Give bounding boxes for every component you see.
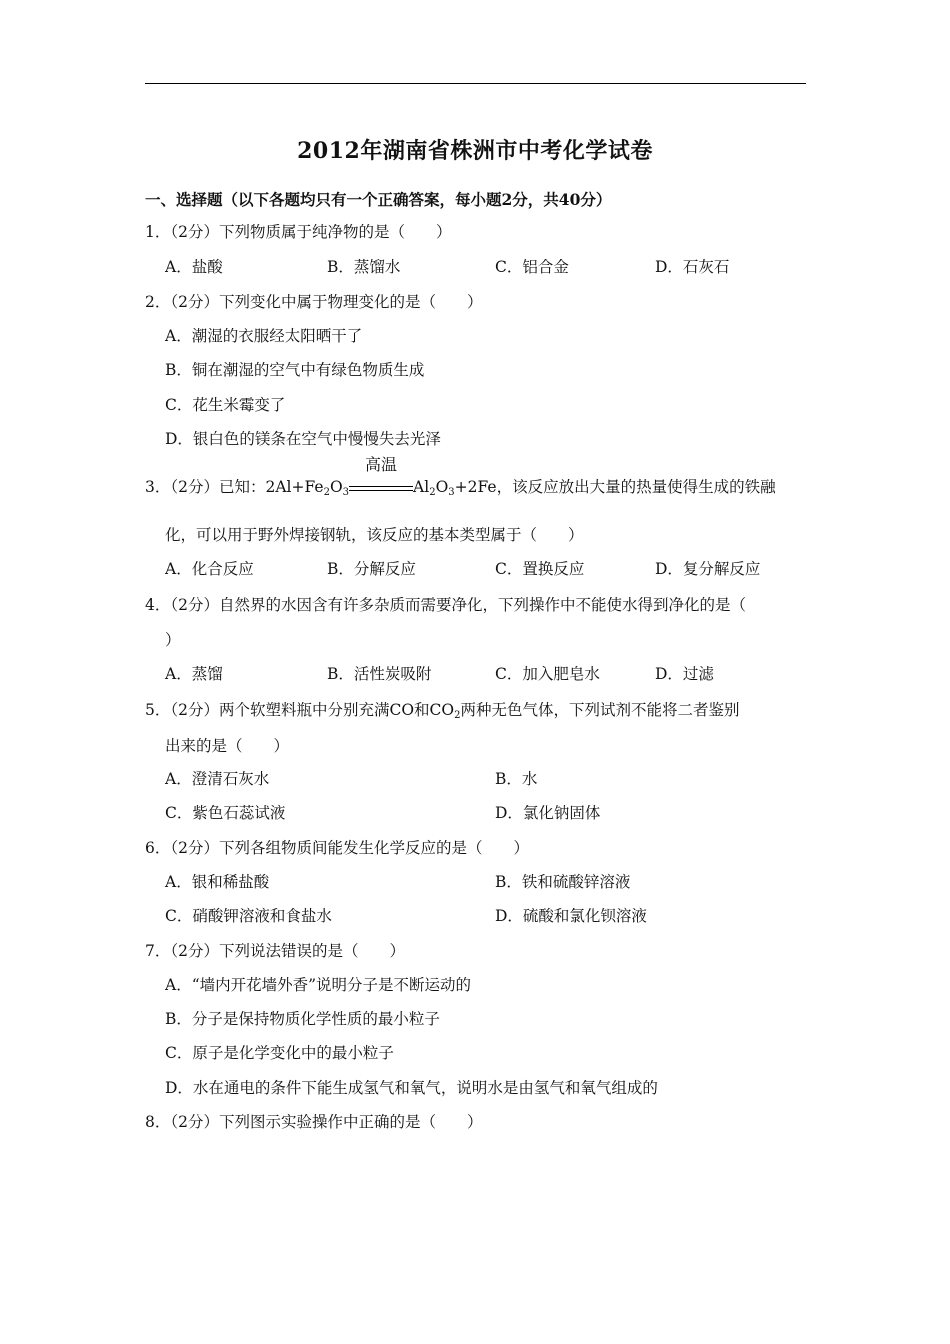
q3-option-a: A．化合反应 xyxy=(165,560,254,578)
reaction-condition-label: 高温 xyxy=(365,455,398,474)
q5-suffix: 两种无色气体，下列试剂不能将二者鉴别 xyxy=(460,701,740,719)
section-heading: 一、选择题（以下各题均只有一个正确答案，每小题2分，共40分） xyxy=(145,190,612,209)
q5-option-a: A．澄清石灰水 xyxy=(165,770,270,788)
q3-suffix: +2Fe，该反应放出大量的热量使得生成的铁融 xyxy=(454,478,776,496)
q2-option-b: B．铜在潮湿的空气中有绿色物质生成 xyxy=(165,361,425,379)
q3-sub-2a: 2 xyxy=(323,487,330,498)
q4-option-d: D．过滤 xyxy=(655,665,714,683)
q6-option-d: D．硫酸和氯化钡溶液 xyxy=(495,907,647,925)
q5-option-b: B．水 xyxy=(495,770,538,788)
q4-option-a: A．蒸馏 xyxy=(165,665,223,683)
question-2: 2．（2分）下列变化中属于物理变化的是（ ） xyxy=(145,293,483,311)
reaction-condition-equals xyxy=(349,455,413,497)
q3-option-c: C．置换反应 xyxy=(495,560,585,578)
q3-sub-2b: 2 xyxy=(429,487,436,498)
q1-option-c: C．铝合金 xyxy=(495,258,569,276)
q3-o2: O xyxy=(435,478,449,496)
question-1: 1．（2分）下列物质属于纯净物的是（ ） xyxy=(145,223,452,241)
q5-sub: 2 xyxy=(454,710,461,721)
question-6: 6．（2分）下列各组物质间能发生化学反应的是（ ） xyxy=(145,839,529,857)
question-7: 7．（2分）下列说法错误的是（ ） xyxy=(145,942,405,960)
q4-option-b: B．活性炭吸附 xyxy=(327,665,432,683)
q5-prefix: 5．（2分）两个软塑料瓶中分别充满CO和CO xyxy=(145,701,455,719)
q7-option-c: C．原子是化学变化中的最小粒子 xyxy=(165,1044,394,1062)
question-3 xyxy=(145,455,776,498)
q3-prefix: 3．（2分）已知：2Al+Fe xyxy=(145,478,324,496)
q4-option-c: C．加入肥皂水 xyxy=(495,665,600,683)
q3-sub-3a: 3 xyxy=(342,487,350,498)
header-rule xyxy=(145,83,806,84)
q7-option-d: D．水在通电的条件下能生成氢气和氧气，说明水是由氢气和氧气组成的 xyxy=(165,1079,658,1097)
question-3-line-2: 化，可以用于野外焊接钢轨，该反应的基本类型属于（ ） xyxy=(165,526,584,544)
q3-al: Al xyxy=(413,478,430,496)
q3-o: O xyxy=(329,478,343,496)
question-5-line-2: 出来的是（ ） xyxy=(165,737,290,755)
q2-option-c: C．花生米霉变了 xyxy=(165,396,286,414)
q5-option-d: D．氯化钠固体 xyxy=(495,804,601,822)
q1-option-b: B．蒸馏水 xyxy=(327,258,401,276)
question-4: 4．（2分）自然界的水因含有许多杂质而需要净化，下列操作中不能使水得到净化的是（ xyxy=(145,596,746,614)
q7-option-b: B．分子是保持物质化学性质的最小粒子 xyxy=(165,1010,440,1028)
q2-option-a: A．潮湿的衣服经太阳晒干了 xyxy=(165,327,363,345)
double-line-icon xyxy=(349,486,413,491)
q6-option-b: B．铁和硫酸锌溶液 xyxy=(495,873,631,891)
question-4-line-2: ） xyxy=(165,631,181,649)
q1-option-a: A．盐酸 xyxy=(165,258,223,276)
q3-option-d: D．复分解反应 xyxy=(655,560,761,578)
q6-option-c: C．硝酸钾溶液和食盐水 xyxy=(165,907,332,925)
q5-option-c: C．紫色石蕊试液 xyxy=(165,804,286,822)
q3-sub-3b: 3 xyxy=(448,487,455,498)
question-5 xyxy=(145,700,740,720)
q1-option-d: D．石灰石 xyxy=(655,258,730,276)
page-title: 2012年湖南省株洲市中考化学试卷 xyxy=(297,138,653,164)
q3-option-b: B．分解反应 xyxy=(327,560,416,578)
q7-option-a: A．“墙内开花墙外香”说明分子是不断运动的 xyxy=(165,976,472,994)
q6-option-a: A．银和稀盐酸 xyxy=(165,873,270,891)
q2-option-d: D．银白色的镁条在空气中慢慢失去光泽 xyxy=(165,430,441,448)
question-8: 8．（2分）下列图示实验操作中正确的是（ ） xyxy=(145,1113,483,1131)
